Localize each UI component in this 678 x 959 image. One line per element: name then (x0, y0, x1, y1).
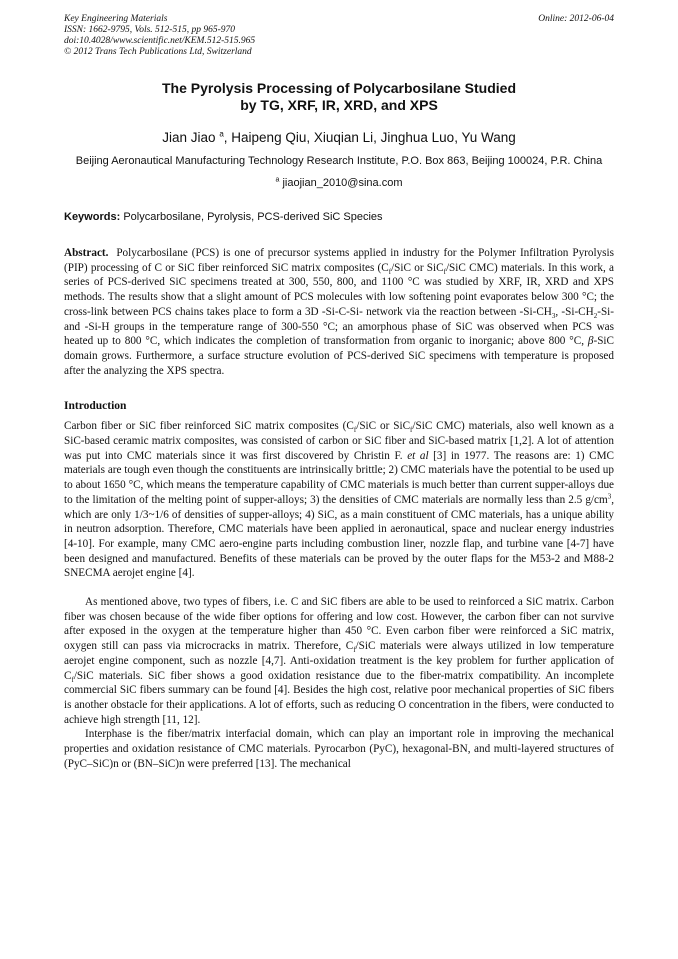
abstract-text: Polycarbosilane (PCS) is one of precursor systems applied in industry for the Polymer Infiltration Pyrolysis (PIP) processing of C or SiC fiber reinforced SiC matrix composites (C (64, 247, 614, 274)
abstract (64, 246, 614, 378)
keywords (64, 210, 614, 224)
other-authors: , Haipeng Qiu, Xiuqian Li, Jinghua Luo, Yu Wang (223, 130, 516, 145)
abstract-label: Abstract. (64, 247, 109, 259)
email-line (64, 176, 614, 190)
author-list (64, 129, 614, 146)
copyright-line: © 2012 Trans Tech Publications Ltd, Switzerland (64, 47, 252, 57)
abstract-text: /SiC or SiC (391, 261, 444, 274)
paragraph-text: [3] in 1977. The reasons are: 1) CMC materials are tough even though the constituents are intrinsically brittle; 2) CMC materials have the potential to be used up to about 1650 °C, which means the temperature capability of CMC materials is much better than current supper-alloys due to the limitation of the melting point of supper-alloys; 3) the densities of CMC materials are normally less than 2.5 g/cm (64, 449, 614, 506)
superscript: 3 (607, 492, 612, 501)
affiliation: Beijing Aeronautical Manufacturing Technology Research Institute, P.O. Box 863, Beijing 100024, P.R. China (75, 155, 603, 167)
paragraph-text: , which are only 1/3~1/6 of densities of supper-alloys; 4) SiC, as a main constituent of CMC materials, has a unique ability in neutron adsorption. Therefore, CMC materials have been applied in aeronautical, space and nuclear energy industries [4-10]. For example, many CMC aero-engine parts including combustion liner, nozzle flap, and turbine vane [4-7] have been designed and manufactured. Benefits of these materials can be proved by the outer flaps for the M53-2 and M88-2 SNECMA aerojet engine [4]. (64, 493, 614, 580)
intro-paragraph-1 (64, 419, 614, 581)
first-author: Jian Jiao (162, 130, 216, 145)
subscript: f (71, 675, 74, 684)
email-mark: a (275, 176, 280, 184)
subscript: 3 (551, 312, 556, 321)
title-line-1: The Pyrolysis Processing of Polycarbosilane Studied (162, 80, 516, 96)
paragraph-text: Carbon fiber or SiC fiber reinforced SiC matrix composites (C (64, 420, 354, 433)
subscript: f (410, 426, 413, 435)
section-heading-introduction: Introduction (64, 400, 127, 413)
et-al: et al (407, 449, 429, 462)
paragraph-text: /SiC materials. SiC fiber shows a good oxidation resistance due to the fiber-matrix compatibility. An incomplete commercial SiC fibers summary can be found [4]. Besides the high cost, relative poor mechanical properties of SiC fibers is another obstacle for their applications. A lot of efforts, such as reducing O concentration in the fibers, were conducted to achieve high strength [11, 12]. (64, 669, 614, 726)
paper-title (64, 80, 614, 114)
abstract-text: , -Si-CH (555, 305, 594, 318)
subscript: 2 (593, 312, 598, 321)
journal-name: Key Engineering Materials (64, 14, 168, 24)
paragraph-text: /SiC CMC) materials, also well known as a SiC-based ceramic matrix composites, was consisted of carbon or SiC fiber and SiC-based matrix [1,2]. A lot of attention was put into CMC materials since it was first discovered by Christin F. (64, 420, 614, 462)
keywords-text: Polycarbosilane, Pyrolysis, PCS-derived SiC Species (123, 211, 383, 223)
journal-header-row (64, 14, 614, 25)
paragraph-text: As mentioned above, two types of fibers, i.e. C and SiC fibers are able to be used to reinforced a SiC matrix. Carbon fiber was chosen because of the wide fiber options for offering and low cost. However, the carbon fiber can not survive after exposed in the oxygen at the temperature higher than 450 °C. Even carbon fiber were reinforced a SiC matrix, oxygen still can pass via microcracks in matrix. Therefore, C (64, 596, 614, 653)
abstract-text: /SiC CMC) materials. In this work, a series of PCS-derived SiC specimens treated at 300, 550, 800, and 1100 °C was studied by XRF, IR, XRD and XPS methods. The results show that a slight amount of PCS molecules with low softening point evaporates below 300 °C; the cross-link between PCS chains takes place to form a 3D -Si-C-Si- network via the reaction between -Si-CH (64, 261, 614, 318)
subscript: f (353, 646, 356, 655)
paragraph-text: /SiC materials were always utilized in low temperature aerojet engine component, such as nozzle [4,7]. Anti-oxidation treatment is the key problem for further application of C (64, 640, 614, 682)
subscript: f (443, 267, 446, 276)
intro-paragraph-3: Interphase is the fiber/matrix interfacial domain, which can play an important role in improving the mechanical properties and oxidation resistance of CMC materials. Pyrocarbon (PyC), hexagonal-BN, and multi-layered structures of (PyC–SiC)n or (BN–SiC)n were preferred [13]. The mechanical (64, 728, 614, 770)
issn-line: ISSN: 1662-9795, Vols. 512-515, pp 965-970 (64, 25, 235, 35)
paragraph-text: /SiC or SiC (356, 420, 411, 433)
journal-meta (64, 25, 614, 58)
author-affil-mark: a (219, 129, 224, 139)
beta-symbol: β (587, 335, 594, 348)
keywords-label: Keywords: (64, 211, 121, 223)
subscript: f (353, 426, 357, 435)
subscript: f (388, 267, 392, 276)
intro-paragraph-2 (64, 595, 614, 727)
email-address[interactable]: jiaojian_2010@sina.com (282, 177, 403, 189)
abstract-text: -Si- and -Si-H groups in the temperature range of 300-550 °C; an amorphous phase of SiC was observed when PCS was heated up to 800 °C, which indicates the completion of transformation from organic to inorganic; above 800 °C, (64, 305, 614, 348)
title-line-2: by TG, XRF, IR, XRD, and XPS (240, 97, 438, 113)
online-date: Online: 2012-06-04 (538, 14, 614, 24)
doi-line: doi:10.4028/www.scientific.net/KEM.512-515.965 (64, 36, 256, 46)
abstract-text: -SiC domain grows. Furthermore, a surface structure evolution of PCS-derived SiC specimens with temperature is proposed after the analyzing the XPS spectra. (64, 335, 614, 377)
